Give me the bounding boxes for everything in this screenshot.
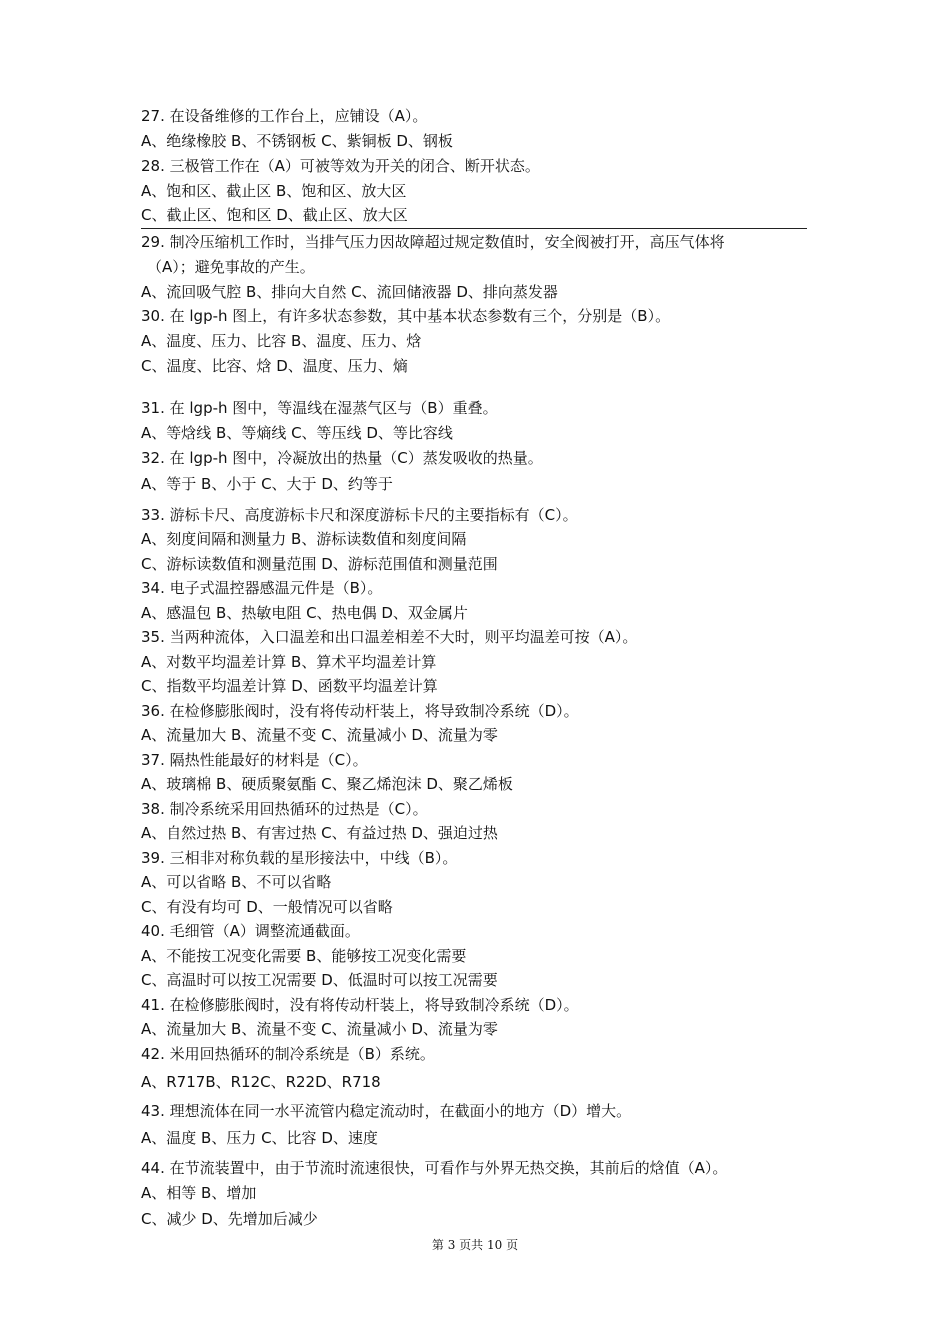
question-42: 42. 米用回热循环的制冷系统是（B）系统。 [141, 1045, 435, 1063]
options-31: A、等焓线 B、等熵线 C、等压线 D、等比容线 [141, 424, 453, 442]
options-36: A、流量加大 B、流量不变 C、流量减小 D、流量为零 [141, 726, 498, 744]
options-39-a: A、可以省略 B、不可以省略 [141, 873, 332, 891]
question-33: 33. 游标卡尺、高度游标卡尺和深度游标卡尺的主要指标有（C）。 [141, 506, 578, 524]
options-35-a: A、对数平均温差计算 B、算术平均温差计算 [141, 653, 437, 671]
question-27: 27. 在设备维修的工作台上，应铺设（A）。 [141, 107, 428, 125]
options-38: A、自然过热 B、有害过热 C、有益过热 D、强迫过热 [141, 824, 498, 842]
question-35: 35. 当两种流体，入口温差和出口温差相差不大时，则平均温差可按（A）。 [141, 628, 638, 646]
options-41: A、流量加大 B、流量不变 C、流量减小 D、流量为零 [141, 1020, 498, 1038]
options-42: A、R717B、R12C、R22D、R718 [141, 1073, 381, 1091]
options-34: A、感温包 B、热敏电阻 C、热电偶 D、双金属片 [141, 604, 468, 622]
question-39: 39. 三相非对称负载的星形接法中，中线（B）。 [141, 849, 458, 867]
page-number-footer: 第 3 页共 10 页 [431, 1238, 519, 1252]
question-37: 37. 隔热性能最好的材料是（C）。 [141, 751, 368, 769]
question-30: 30. 在 lgp-h 图上，有许多状态参数，其中基本状态参数有三个，分别是（B）。 [141, 307, 671, 325]
options-28-a: A、饱和区、截止区 B、饱和区、放大区 [141, 182, 407, 200]
question-44: 44. 在节流装置中，由于节流时流速很快，可看作与外界无热交换，其前后的焓值（A）。 [141, 1159, 728, 1177]
question-28: 28. 三极管工作在（A）可被等效为开关的闭合、断开状态。 [141, 157, 540, 175]
options-44-b: C、减少 D、先增加后减少 [141, 1210, 318, 1228]
question-38: 38. 制冷系统采用回热循环的过热是（C）。 [141, 800, 428, 818]
options-35-b: C、指数平均温差计算 D、函数平均温差计算 [141, 677, 438, 695]
question-29-cont: （A）；避免事故的产生。 [147, 258, 315, 276]
options-32: A、等于 B、小于 C、大于 D、约等于 [141, 475, 393, 493]
question-31: 31. 在 lgp-h 图中，等温线在湿蒸气区与（B）重叠。 [141, 399, 498, 417]
question-41: 41. 在检修膨胀阀时，没有将传动杆装上，将导致制冷系统（D）。 [141, 996, 579, 1014]
options-30-a: A、温度、压力、比容 B、温度、压力、焓 [141, 332, 422, 350]
question-43: 43. 理想流体在同一水平流管内稳定流动时，在截面小的地方（D）增大。 [141, 1102, 632, 1120]
question-29: 29. 制冷压缩机工作时，当排气压力因故障超过规定数值时，安全阀被打开，高压气体将 [141, 233, 725, 251]
options-30-b: C、温度、比容、焓 D、温度、压力、熵 [141, 357, 408, 375]
question-36: 36. 在检修膨胀阀时，没有将传动杆装上，将导致制冷系统（D）。 [141, 702, 579, 720]
options-43: A、温度 B、压力 C、比容 D、速度 [141, 1129, 378, 1147]
options-37: A、玻璃棉 B、硬质聚氨酯 C、聚乙烯泡沫 D、聚乙烯板 [141, 775, 513, 793]
options-27: A、绝缘橡胶 B、不锈钢板 C、紫铜板 D、钢板 [141, 132, 453, 150]
options-33-b: C、游标读数值和测量范围 D、游标范围值和测量范围 [141, 555, 498, 573]
question-40: 40. 毛细管（A）调整流通截面。 [141, 922, 360, 940]
options-39-b: C、有没有均可 D、一般情况可以省略 [141, 898, 393, 916]
question-32: 32. 在 lgp-h 图中，冷凝放出的热量（C）蒸发吸收的热量。 [141, 449, 543, 467]
question-34: 34. 电子式温控器感温元件是（B）。 [141, 579, 383, 597]
options-33-a: A、刻度间隔和测量力 B、游标读数值和刻度间隔 [141, 530, 467, 548]
options-40-a: A、不能按工况变化需要 B、能够按工况变化需要 [141, 947, 467, 965]
options-44-a: A、相等 B、增加 [141, 1184, 257, 1202]
options-40-b: C、高温时可以按工况需要 D、低温时可以按工况需要 [141, 971, 498, 989]
horizontal-divider [141, 228, 807, 229]
options-28-b: C、截止区、饱和区 D、截止区、放大区 [141, 206, 408, 224]
options-29: A、流回吸气腔 B、排向大自然 C、流回储液器 D、排向蒸发器 [141, 283, 558, 301]
